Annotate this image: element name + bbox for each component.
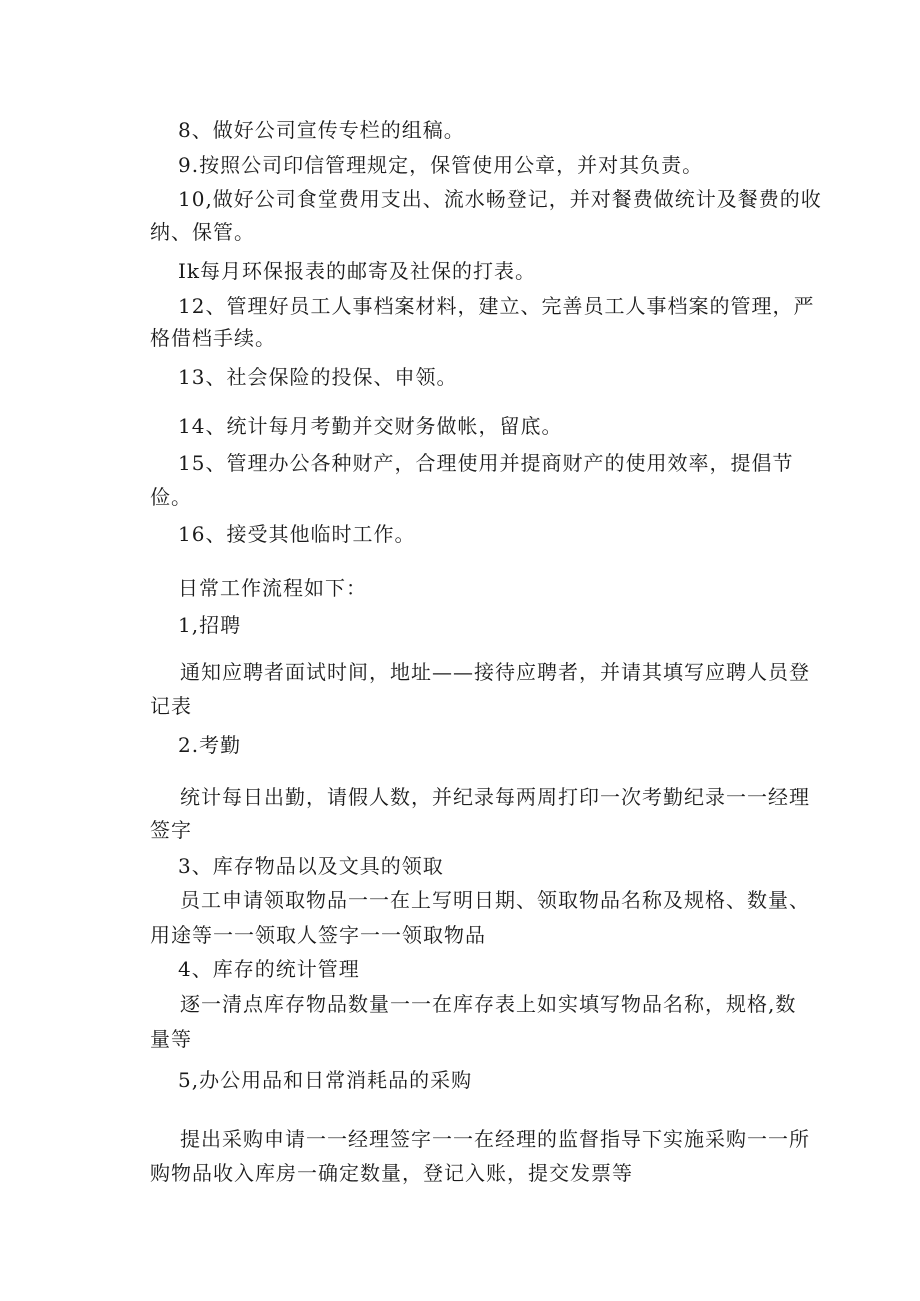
process-step-1-title: 1,招聘 — [178, 613, 242, 637]
item-12-line-1: 12、管理好员工人事档案材料，建立、完善员工人事档案的管理，严 — [178, 294, 815, 318]
process-step-5-line-2: 购物品收入库房一确定数量，登记入账，提交发票等 — [150, 1161, 633, 1185]
item-10-line-1: 10,做好公司食堂费用支出、流水畅登记，并对餐费做统计及餐费的收 — [178, 187, 822, 211]
process-step-4-line-1: 逐一清点库存物品数量一一在库存表上如实填写物品名称，规格,数 — [180, 992, 797, 1016]
process-step-2-title: 2.考勤 — [178, 733, 242, 757]
process-step-4-line-2: 量等 — [150, 1027, 192, 1051]
process-step-2-line-1: 统计每日出勤，请假人数，并纪录每两周打印一次考勤纪录一一经理 — [180, 785, 810, 809]
item-15-line-1: 15、管理办公各种财产，合理使用并提商财产的使用效率，提倡节 — [178, 451, 794, 475]
item-11: Ik每月环保报表的邮寄及社保的打表。 — [178, 259, 537, 283]
process-step-3-line-2: 用途等一一领取人签字一一领取物品 — [150, 923, 486, 947]
process-step-3-title: 3、库存物品以及文具的领取 — [178, 854, 444, 878]
item-14: 14、统计每月考勤并交财务做帐，留底。 — [178, 414, 563, 438]
process-step-4-title: 4、库存的统计管理 — [178, 957, 360, 981]
process-heading: 日常工作流程如下： — [178, 576, 367, 600]
item-9: 9.按照公司印信管理规定，保管使用公章，并对其负责。 — [178, 153, 704, 177]
process-step-2-line-2: 签字 — [150, 818, 192, 842]
item-15-line-2: 俭。 — [150, 485, 192, 509]
item-10-line-2: 纳、保管。 — [150, 220, 255, 244]
process-step-1-line-2: 记表 — [150, 694, 192, 718]
item-13: 13、社会保险的投保、申领。 — [178, 365, 458, 389]
item-16: 16、接受其他临时工作。 — [178, 522, 416, 546]
item-12-line-2: 格借档手续。 — [150, 326, 276, 350]
process-step-5-title: 5,办公用品和日常消耗品的采购 — [178, 1068, 473, 1092]
process-step-3-line-1: 员工申请领取物品一一在上写明日期、领取物品名称及规格、数量、 — [180, 888, 810, 912]
process-step-5-line-1: 提出采购申请一一经理签字一一在经理的监督指导下实施采购一一所 — [180, 1127, 810, 1151]
process-step-1-line-1: 通知应聘者面试时间，地址——接待应聘者，并请其填写应聘人员登 — [180, 660, 810, 684]
item-8: 8、做好公司宣传专栏的组稿。 — [178, 118, 465, 142]
